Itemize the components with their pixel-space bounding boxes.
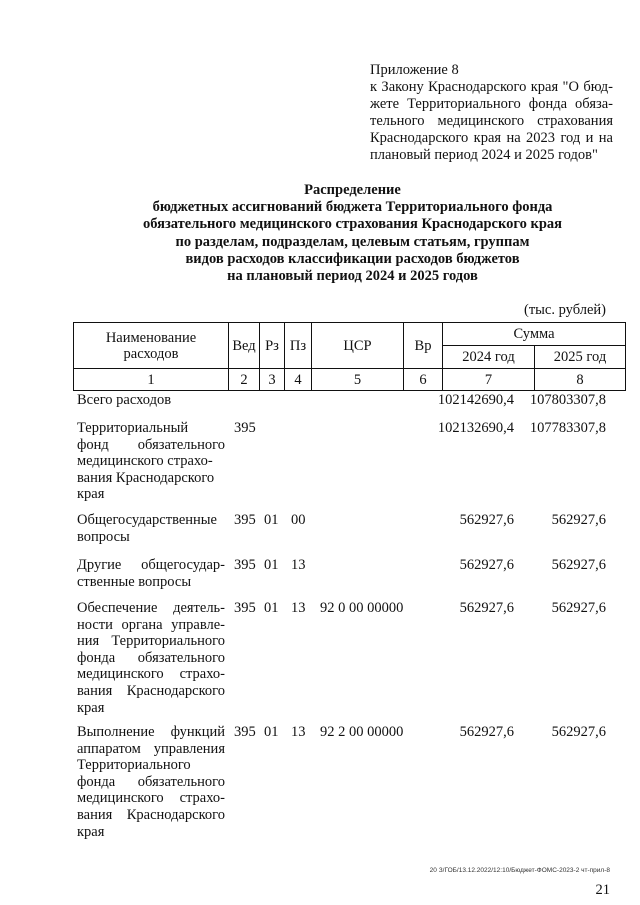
document-code: 20 З/ГОБ/13.12.2022/12:10/Бюджет-ФОМС-2023-2 чт-прил-8: [429, 867, 610, 874]
row-ved: 395: [234, 557, 256, 573]
row-name: [77, 512, 225, 545]
header-2025: 2025 год: [535, 346, 626, 369]
header-name-line: расходов: [123, 345, 179, 362]
title-line: на плановый период 2024 и 2025 годов: [227, 268, 478, 285]
row-sum-2025: 562927,6: [551, 557, 606, 573]
row-rz: 01: [264, 724, 279, 740]
row-rz: 01: [264, 512, 279, 528]
header-sum: Сумма: [443, 323, 626, 346]
annex-line: к Закону Краснодарского края "О бюд-: [370, 79, 613, 95]
row-name-line: вания Краснодарского: [77, 469, 215, 486]
row-name-line: вания Краснодарского: [77, 806, 225, 823]
row-name-line: Территориальный: [77, 420, 189, 436]
row-name-line: Всего расходов: [77, 392, 172, 408]
header-number: 7: [443, 369, 535, 391]
row-sum-2024: 102142690,4: [437, 392, 514, 408]
header-ved: Вед: [229, 323, 260, 369]
row-name: [77, 392, 225, 409]
header-csr: ЦСР: [312, 323, 404, 369]
row-ved: 395: [234, 420, 256, 436]
row-sum-2025: 562927,6: [551, 724, 606, 740]
row-name-line: медицинского страхо-: [77, 666, 225, 683]
title-line: по разделам, подразделам, целевым статьям, группам: [175, 233, 530, 250]
row-csr: 92 2 00 00000: [320, 724, 404, 740]
row-name: [77, 420, 225, 503]
annex-note: [370, 62, 613, 164]
header-2024: 2024 год: [443, 346, 535, 369]
row-name-line: медицинского страхо-: [77, 790, 225, 807]
row-ved: 395: [234, 512, 256, 528]
row-sum-2025: 107803307,8: [529, 392, 606, 408]
title-line: обязательного медицинского страхования Краснодарского края: [142, 216, 563, 233]
row-name-line: Другие общегосудар-: [77, 557, 225, 573]
row-rz: 01: [264, 557, 279, 573]
units-label: (тыс. рублей): [524, 302, 606, 318]
row-name-line: фонда обязательного: [77, 649, 225, 666]
header-number: 4: [285, 369, 312, 391]
title-line: Распределение: [304, 182, 401, 198]
row-name-line: края: [77, 699, 105, 716]
row-name-line: аппаратом управления: [77, 740, 225, 757]
header-number: 2: [229, 369, 260, 391]
header-rz: Рз: [260, 323, 285, 369]
row-name-line: края: [77, 486, 105, 503]
row-rz: 01: [264, 600, 279, 616]
row-name-line: вания Краснодарского: [77, 682, 225, 699]
title-line: видов расходов классификации расходов бюджетов: [185, 250, 520, 267]
row-name: [77, 724, 225, 840]
header-number: 3: [260, 369, 285, 391]
row-name-line: Общегосударственные: [77, 512, 217, 528]
page-number: 21: [595, 882, 610, 898]
row-pz: 00: [291, 512, 306, 528]
row-name-line: фонда обязательного: [77, 773, 225, 790]
annex-line: плановый период 2024 и 2025 годов": [370, 147, 598, 163]
header-number: 5: [312, 369, 404, 391]
table-header: [73, 322, 626, 391]
row-ved: 395: [234, 724, 256, 740]
row-sum-2024: 102132690,4: [437, 420, 514, 436]
row-sum-2024: 562927,6: [459, 600, 514, 616]
annex-line: Приложение 8: [370, 62, 459, 78]
row-name-line: ния Территориального: [77, 633, 225, 650]
row-name-line: фонд обязательного: [77, 436, 225, 453]
header-pz: Пз: [285, 323, 312, 369]
row-name: [77, 557, 225, 590]
annex-line: тельного медицинского страхования: [370, 113, 613, 129]
row-pz: 13: [291, 557, 306, 573]
header-vr: Вр: [404, 323, 443, 369]
title-line: бюджетных ассигнований бюджета Территориального фонда: [152, 199, 553, 216]
row-pz: 13: [291, 724, 306, 740]
row-name-line: края: [77, 823, 105, 840]
annex-line: жете Территориального фонда обяза-: [370, 96, 613, 112]
row-sum-2025: 107783307,8: [529, 420, 606, 436]
header-name-line: Наименование: [105, 329, 197, 346]
row-name-line: Выполнение функций: [77, 724, 225, 740]
row-name-line: Территориального: [77, 757, 191, 774]
row-name: [77, 600, 225, 716]
header-name: [74, 323, 229, 369]
row-name-line: медицинского страхо-: [77, 453, 213, 470]
row-sum-2024: 562927,6: [459, 512, 514, 528]
row-name-line: ности органа управле-: [77, 616, 225, 633]
row-name-line: ственные вопросы: [77, 573, 192, 590]
header-number: 1: [74, 369, 229, 391]
row-pz: 13: [291, 600, 306, 616]
row-name-line: вопросы: [77, 528, 130, 545]
row-sum-2024: 562927,6: [459, 724, 514, 740]
document-title: [60, 182, 640, 285]
header-number: 6: [404, 369, 443, 391]
annex-line: Краснодарского края на 2023 год и на: [370, 130, 613, 146]
row-name-line: Обеспечение деятель-: [77, 600, 225, 616]
row-sum-2025: 562927,6: [551, 600, 606, 616]
row-sum-2024: 562927,6: [459, 557, 514, 573]
row-ved: 395: [234, 600, 256, 616]
row-csr: 92 0 00 00000: [320, 600, 404, 616]
header-number: 8: [535, 369, 626, 391]
row-sum-2025: 562927,6: [551, 512, 606, 528]
